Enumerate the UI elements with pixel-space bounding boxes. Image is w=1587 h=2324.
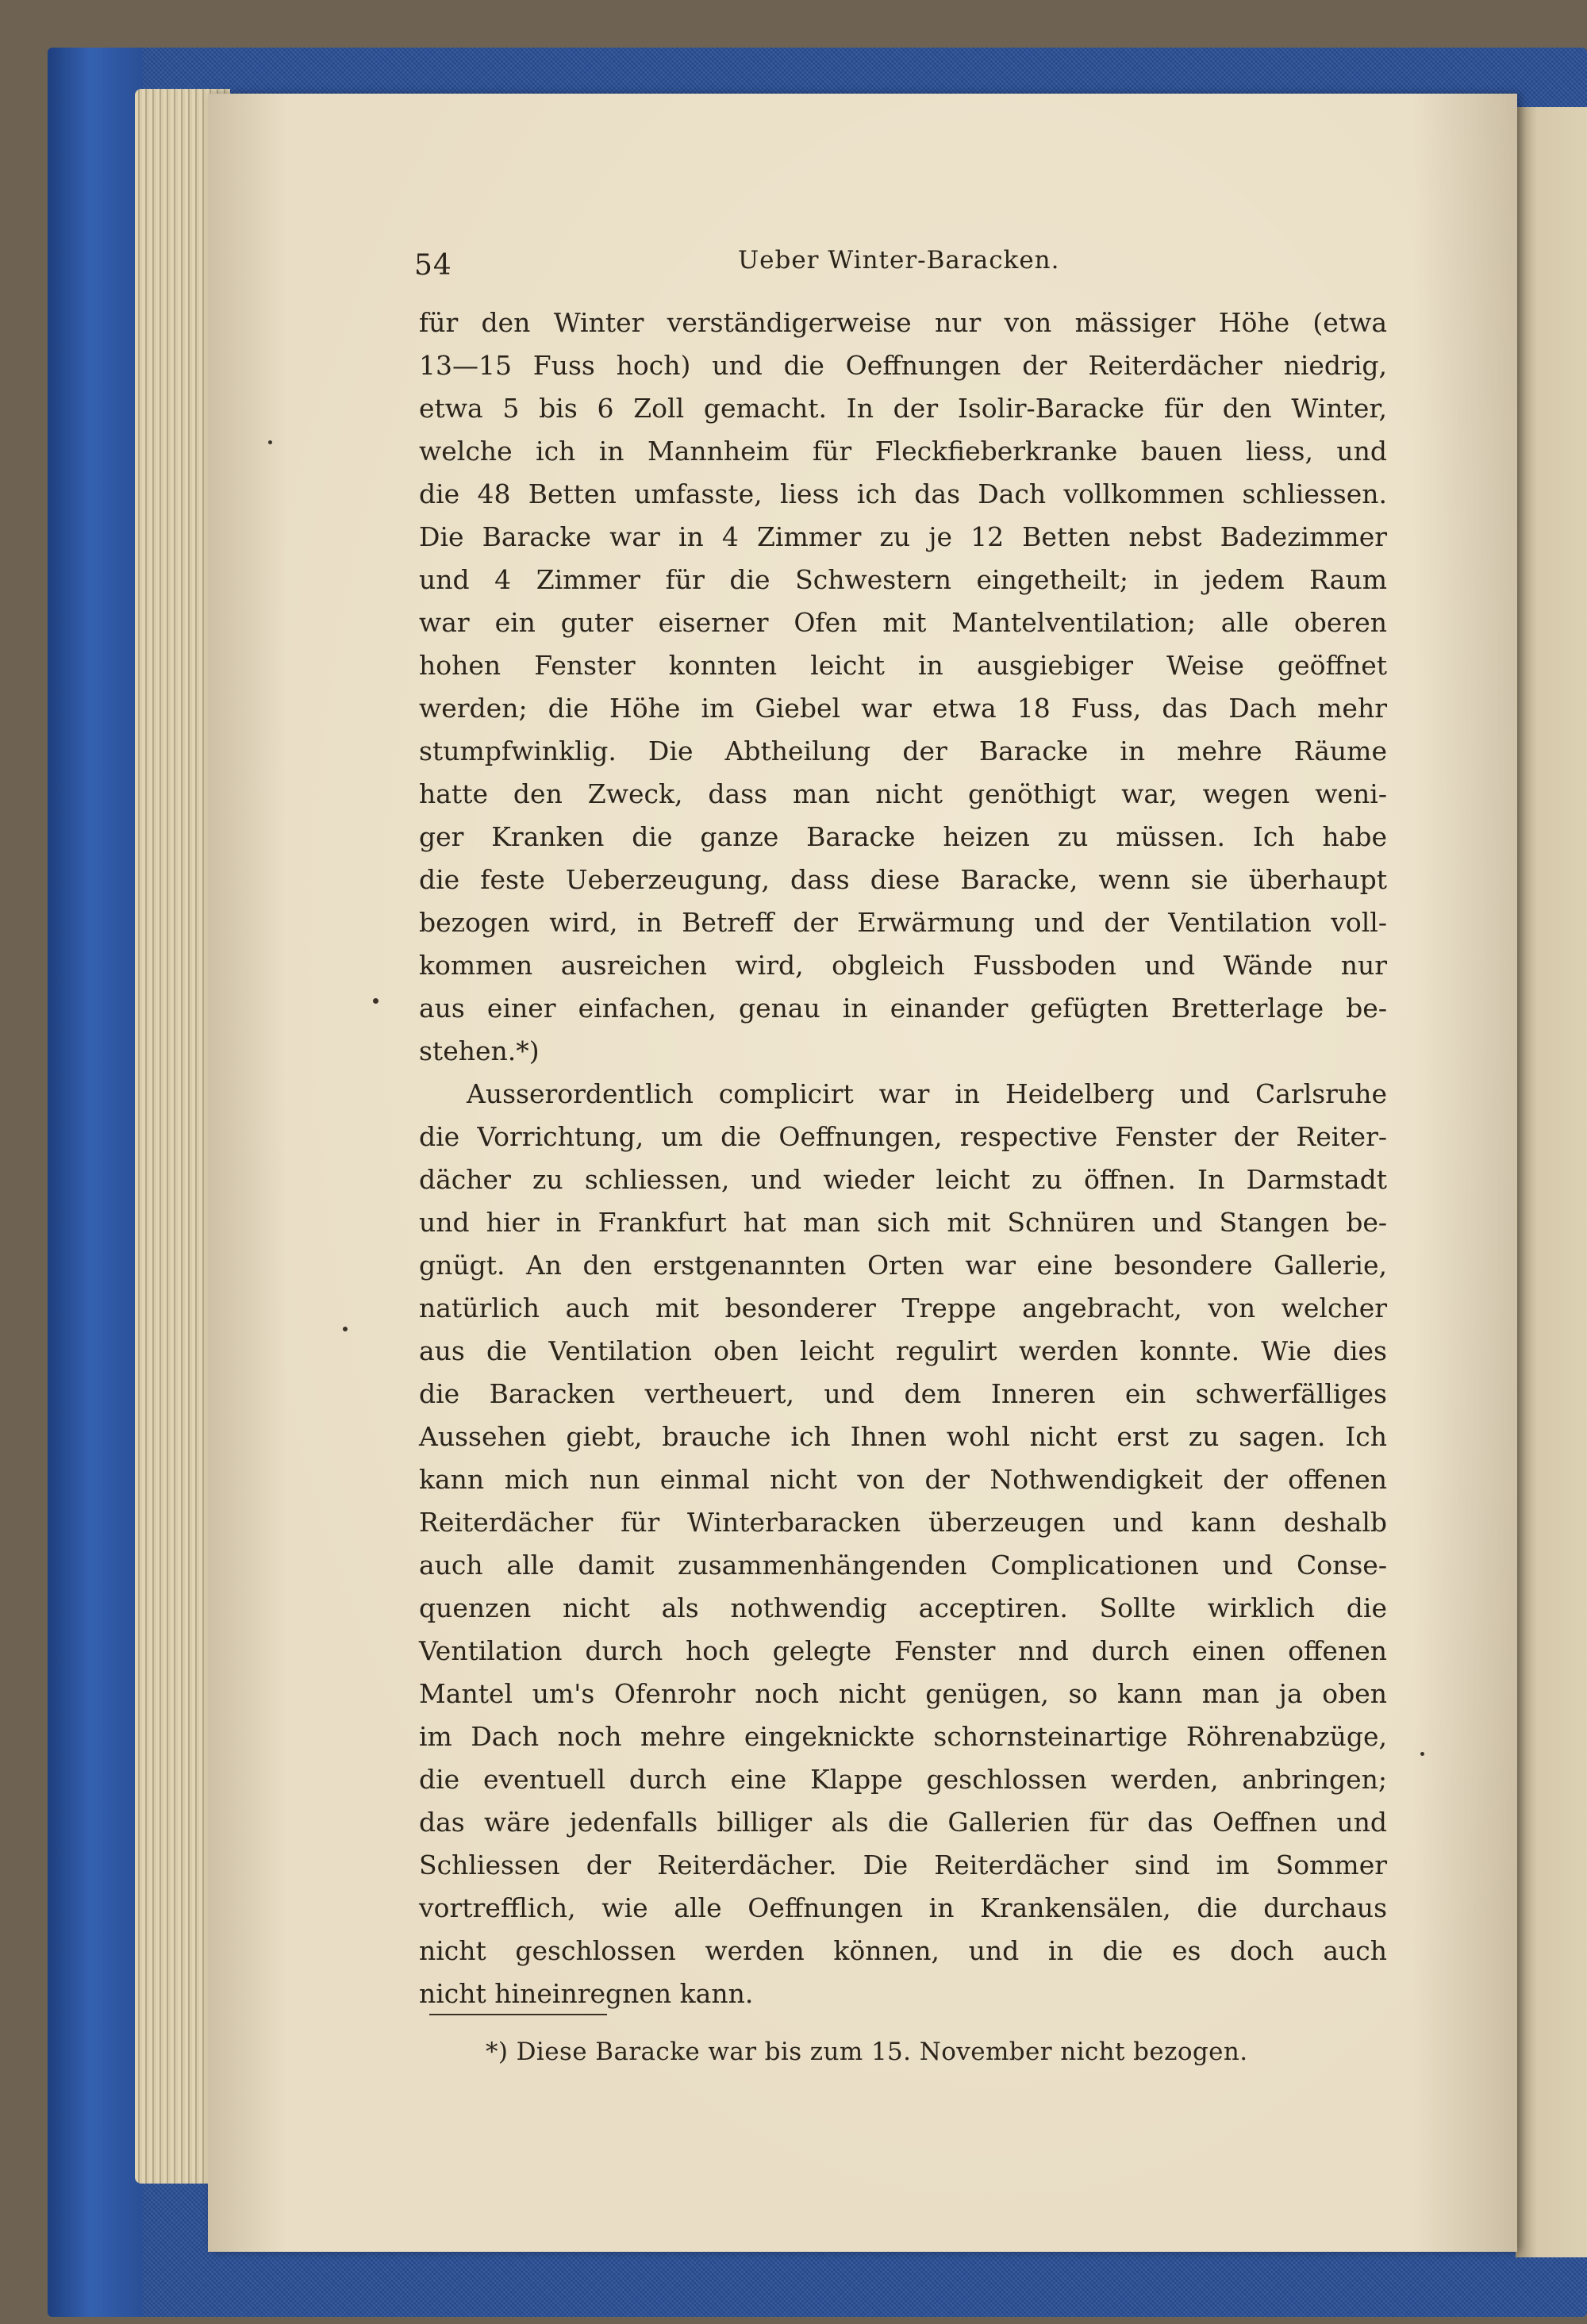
text-line: die eventuell durch eine Klappe geschlossen werden, anbringen; xyxy=(419,1764,1387,1795)
text-line: Schliessen der Reiterdächer. Die Reiterdächer sind im Sommer xyxy=(419,1850,1387,1880)
text-line: für den Winter verständigerweise nur von mässiger Höhe (etwa xyxy=(419,307,1387,338)
text-line: die Vorrichtung, um die Oeffnungen, respective Fenster der Reiter- xyxy=(419,1121,1387,1152)
text-line: aus die Ventilation oben leicht regulirt werden konnte. Wie dies xyxy=(419,1335,1387,1366)
paper-speck xyxy=(343,1327,348,1331)
text-line: 13—15 Fuss hoch) und die Oeffnungen der Reiterdächer niedrig, xyxy=(419,350,1387,381)
text-line: dächer zu schliessen, und wieder leicht zu öffnen. In Darmstadt xyxy=(419,1164,1387,1195)
footnote: *) Diese Baracke war bis zum 15. November nicht bezogen. xyxy=(486,2038,1248,2066)
footnote-rule xyxy=(429,2014,607,2015)
text-line: kommen ausreichen wird, obgleich Fussboden und Wände nur xyxy=(419,950,1387,981)
book-spine-edge xyxy=(48,48,143,2317)
text-line: natürlich auch mit besonderer Treppe angebracht, von welcher xyxy=(419,1293,1387,1323)
text-line: die Baracken vertheuert, und dem Inneren ein schwerfälliges xyxy=(419,1378,1387,1409)
text-line: im Dach noch mehre eingeknickte schornsteinartige Röhrenabzüge, xyxy=(419,1721,1387,1752)
page-header xyxy=(208,151,1517,282)
text-line: die 48 Betten umfasste, liess ich das Dach vollkommen schliessen. xyxy=(419,478,1387,509)
text-line: hohen Fenster konnten leicht in ausgiebiger Weise geöffnet xyxy=(419,650,1387,681)
text-line: welche ich in Mannheim für Fleckfieberkranke bauen liess, und xyxy=(419,436,1387,467)
text-line: nicht hineinregnen kann. xyxy=(419,1978,754,2009)
text-line: gnügt. An den erstgenannten Orten war eine besondere Gallerie, xyxy=(419,1250,1387,1281)
text-line: und 4 Zimmer für die Schwestern eingetheilt; in jedem Raum xyxy=(419,564,1387,595)
running-head: Ueber Winter-Baracken. xyxy=(738,246,1060,275)
text-line: Reiterdächer für Winterbaracken überzeugen und kann deshalb xyxy=(419,1507,1387,1538)
text-line: aus einer einfachen, genau in einander gefügten Bretterlage be- xyxy=(419,993,1387,1024)
text-line: nicht geschlossen werden können, und in die es doch auch xyxy=(419,1935,1387,1966)
text-line: stehen.*) xyxy=(419,1035,540,1066)
body-text xyxy=(419,302,1387,2015)
text-line: hatte den Zweck, dass man nicht genöthigt war, wegen weni- xyxy=(419,778,1387,809)
text-line: auch alle damit zusammenhängenden Complicationen und Conse- xyxy=(419,1550,1387,1581)
text-line: Aussehen giebt, brauche ich Ihnen wohl nicht erst zu sagen. Ich xyxy=(419,1421,1387,1452)
paper-speck xyxy=(268,440,272,444)
page-number: 54 xyxy=(414,249,452,282)
text-line: das wäre jedenfalls billiger als die Gallerien für das Oeffnen und xyxy=(419,1807,1387,1838)
facing-page-edge xyxy=(1516,107,1587,2257)
text-line: etwa 5 bis 6 Zoll gemacht. In der Isolir-Baracke für den Winter, xyxy=(419,393,1387,424)
text-line: und hier in Frankfurt hat man sich mit Schnüren und Stangen be- xyxy=(419,1207,1387,1238)
text-line: werden; die Höhe im Giebel war etwa 18 Fuss, das Dach mehr xyxy=(419,693,1387,724)
text-line: quenzen nicht als nothwendig acceptiren. Sollte wirklich die xyxy=(419,1592,1387,1623)
paper-speck xyxy=(1420,1752,1424,1756)
text-line: Ventilation durch hoch gelegte Fenster nnd durch einen offenen xyxy=(419,1635,1387,1666)
text-line: stumpfwinklig. Die Abtheilung der Baracke in mehre Räume xyxy=(419,736,1387,766)
text-line: Die Baracke war in 4 Zimmer zu je 12 Betten nebst Badezimmer xyxy=(419,521,1387,552)
text-line: Ausserordentlich complicirt war in Heidelberg und Carlsruhe xyxy=(467,1078,1387,1109)
paper-speck xyxy=(373,998,378,1004)
text-line: kann mich nun einmal nicht von der Nothwendigkeit der offenen xyxy=(419,1464,1387,1495)
text-line: vortrefflich, wie alle Oeffnungen in Krankensälen, die durchaus xyxy=(419,1892,1387,1923)
text-line: die feste Ueberzeugung, dass diese Baracke, wenn sie überhaupt xyxy=(419,864,1387,895)
text-line: war ein guter eiserner Ofen mit Mantelventilation; alle oberen xyxy=(419,607,1387,638)
text-line: Mantel um's Ofenrohr noch nicht genügen, so kann man ja oben xyxy=(419,1678,1387,1709)
text-line: bezogen wird, in Betreff der Erwärmung und der Ventilation voll- xyxy=(419,907,1387,938)
text-line: ger Kranken die ganze Baracke heizen zu müssen. Ich habe xyxy=(419,821,1387,852)
